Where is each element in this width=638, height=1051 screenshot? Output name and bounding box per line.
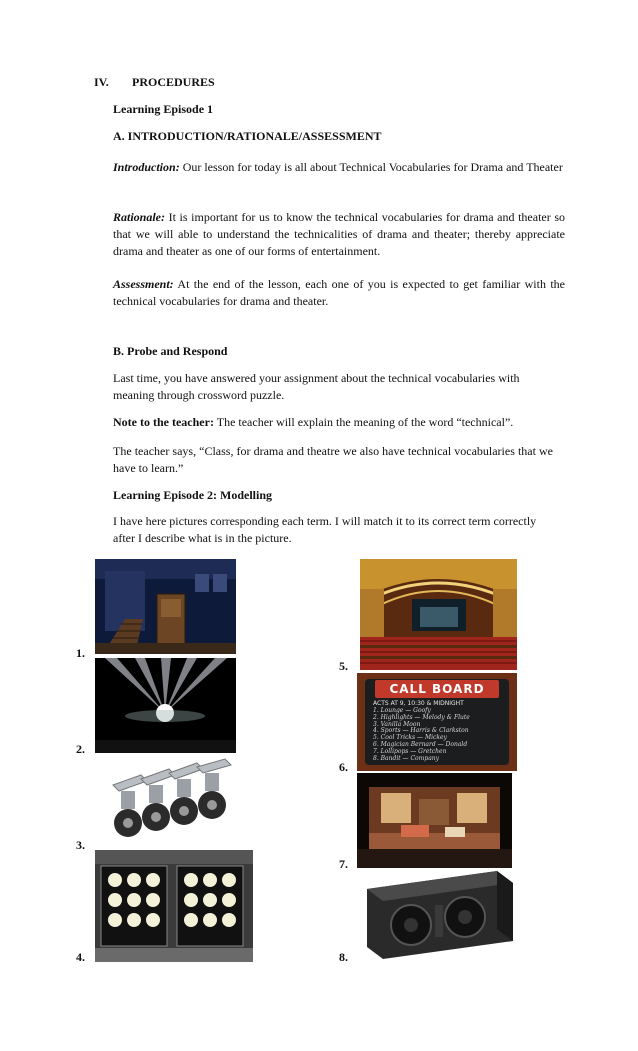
picture-number-3: 3. xyxy=(76,838,85,852)
section-title: PROCEDURES xyxy=(132,75,215,89)
call-board-list xyxy=(373,708,505,762)
episode-2-heading: Learning Episode 2: Modelling xyxy=(113,488,273,502)
last-time-paragraph: Last time, you have answered your assignment about the technical vocabularies with meaning through crossword puzzle. xyxy=(113,371,520,402)
call-board-line: 3. Vanilla Moon xyxy=(373,720,421,728)
assessment-label: Assessment: xyxy=(113,277,174,291)
note-text: The teacher will explain the meaning of the word “technical”. xyxy=(213,415,514,429)
speaker-image xyxy=(357,869,517,961)
picture-number-6: 6. xyxy=(339,760,348,774)
note-paragraph xyxy=(113,414,565,431)
section-numeral: IV. xyxy=(94,75,109,89)
part-b-heading: B. Probe and Respond xyxy=(113,344,228,358)
call-board-line: 8. Bandit — Company xyxy=(373,754,440,762)
picture-number-7: 7. xyxy=(339,857,348,871)
assessment-text: At the end of the lesson, each one of you is expected to get familiar with the technical vocabularies for drama and theater. xyxy=(113,277,565,308)
call-board-image xyxy=(357,673,517,771)
rationale-paragraph xyxy=(113,209,565,260)
call-board-line: 6. Magician Bernard — Donald xyxy=(373,740,468,748)
introduction-text: Our lesson for today is all about Technical Vocabularies for Drama and Theater xyxy=(179,160,563,174)
call-board-line: 5. Cool Tricks — Mickey xyxy=(373,734,447,742)
call-board-line: 7. Lollipops — Gretchen xyxy=(373,747,447,755)
call-board-line: 1. Lounge — Goofy xyxy=(373,707,431,714)
auditorium-image xyxy=(360,559,517,670)
assessment-paragraph xyxy=(113,276,565,310)
picture-number-2: 2. xyxy=(76,742,85,756)
part-a-heading: A. INTRODUCTION/RATIONALE/ASSESSMENT xyxy=(113,129,382,143)
spotlights-image xyxy=(95,658,236,753)
teacher-says-paragraph: The teacher says, “Class, for drama and theatre we also have technical vocabularies that we have to learn.” xyxy=(113,444,553,475)
call-board-line: 4. Sports — Harris & Clarkston xyxy=(373,727,469,735)
stage-living-room-image xyxy=(357,773,512,868)
picture-number-8: 8. xyxy=(339,950,348,964)
picture-number-4: 4. xyxy=(76,950,85,964)
rationale-label: Rationale: xyxy=(113,210,166,224)
episode-1-heading: Learning Episode 1 xyxy=(113,102,214,116)
introduction-label: Introduction: xyxy=(113,160,180,174)
call-board-title: CALL BOARD xyxy=(375,680,499,698)
call-board-line: 2. Highlights — Melody & Flute xyxy=(373,713,470,721)
rationale-text: It is important for us to know the technical vocabularies for drama and theater so that we will able to understand the technicalities of drama and theater; thereby appreciate drama and theater as one of our forms of entertainment. xyxy=(113,210,565,258)
casters-image xyxy=(103,757,233,845)
note-label: Note to the teacher: xyxy=(113,415,214,429)
stage-set-image xyxy=(95,559,236,654)
par-lights-image xyxy=(95,850,253,962)
picture-number-5: 5. xyxy=(339,659,348,673)
pictures-intro-paragraph: I have here pictures corresponding each term. I will match it to its correct term correctly after I describe what is in the picture. xyxy=(113,514,537,545)
picture-number-1: 1. xyxy=(76,646,85,660)
introduction-paragraph xyxy=(113,159,565,176)
call-board-subtitle: ACTS AT 9, 10:30 & MIDNIGHT xyxy=(373,700,464,707)
